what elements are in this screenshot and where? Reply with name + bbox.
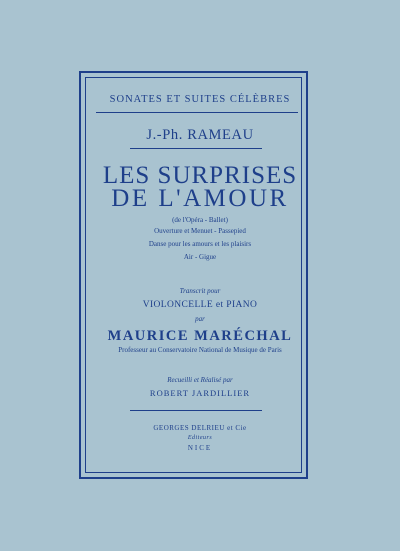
subtitle-line-4: Air - Gigue	[183, 253, 217, 261]
divider-publisher	[130, 410, 262, 411]
collection-label: Recueilli et Réalisé par	[167, 376, 233, 384]
instrumentation: VIOLONCELLE et PIANO	[142, 300, 258, 310]
divider-composer	[130, 148, 262, 149]
par-label: par	[195, 315, 205, 323]
collection-editor: ROBERT JARDILLIER	[149, 388, 251, 398]
transcription-label: Transcrit pour	[179, 287, 221, 295]
publisher-role: Editeurs	[187, 435, 213, 441]
publisher-name: GEORGES DELRIEU et Cie	[153, 424, 247, 432]
work-title-line-1: LES SURPRISES	[102, 162, 298, 189]
work-title-line-2: DE L'AMOUR	[111, 185, 289, 212]
publisher-city: NICE	[187, 444, 213, 452]
series-title: SONATES ET SUITES CÉLÈBRES	[109, 94, 291, 105]
arranger-name: MAURICE MARÉCHAL	[107, 328, 293, 344]
arranger-role: Professeur au Conservatoire National de Musique de Paris	[118, 346, 282, 354]
divider-top	[96, 112, 298, 113]
subtitle-line-3: Danse pour les amours et les plaisirs	[148, 240, 252, 248]
composer-name: J.-Ph. RAMEAU	[146, 127, 254, 143]
subtitle-line-2: Ouverture et Menuet - Passepied	[154, 227, 246, 235]
subtitle-line-1: (de l'Opéra - Ballet)	[172, 216, 228, 224]
